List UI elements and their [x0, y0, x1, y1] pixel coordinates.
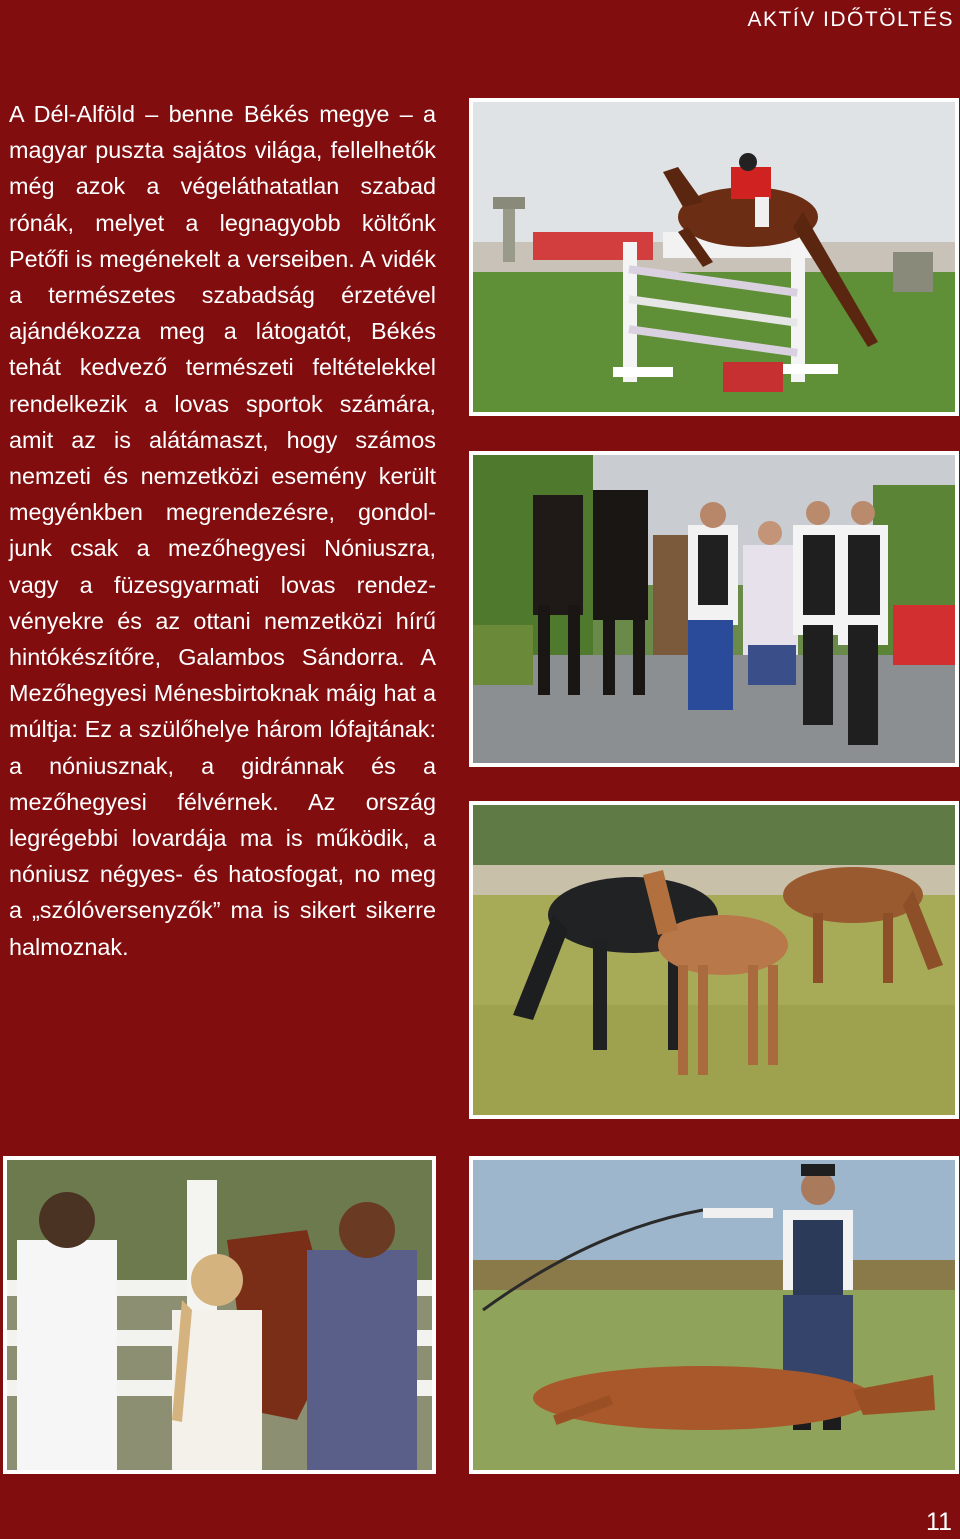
photo-show-jumping	[469, 98, 959, 416]
photo-children-with-horse	[3, 1156, 436, 1474]
photo-carriage-procession	[469, 451, 959, 767]
photo-grazing-horses	[469, 801, 959, 1119]
section-header: AKTÍV IDŐTÖLTÉS	[747, 8, 954, 31]
photo-horseman-with-whip	[469, 1156, 959, 1474]
page-number: 11	[926, 1508, 952, 1536]
article-body: A Dél-Alföld – benne Békés megye – a magyar puszta sajátos világa, fellelhetők még azok a végeláthatatlan szabad rónák, melyet a legnagyobb költőnk Petőfi is megénekelt a verseiben. A vidék a természetes szabadság érzetével ajándékozza meg a látogatót, Békés tehát kedvező természeti feltételekkel rendelkezik a lovas sportok számára, amit az is alátámaszt, hogy számos nemzeti és nemzetközi esemény került megyénkben megrendezésre, gondoljunk csak a mezőhegyesi Nóniuszra, vagy a füzesgyarmati lovas rendezvényekre és az ottani nemzetközi hírű hintókészítőre, Galambos Sándorra. A Mezőhegyesi Ménesbirtoknak máig hat a múltja: Ez a szülőhelye három lófajtának: a nóniusznak, a gidránnak és a mezőhegyesi félvérnek. Az ország legrégebbi lovardája ma is működik, a nóniusz négyes- és hatosfogat, no meg a „szólóversenyzők” ma is sikert sikerre halmoznak.	[9, 101, 436, 960]
